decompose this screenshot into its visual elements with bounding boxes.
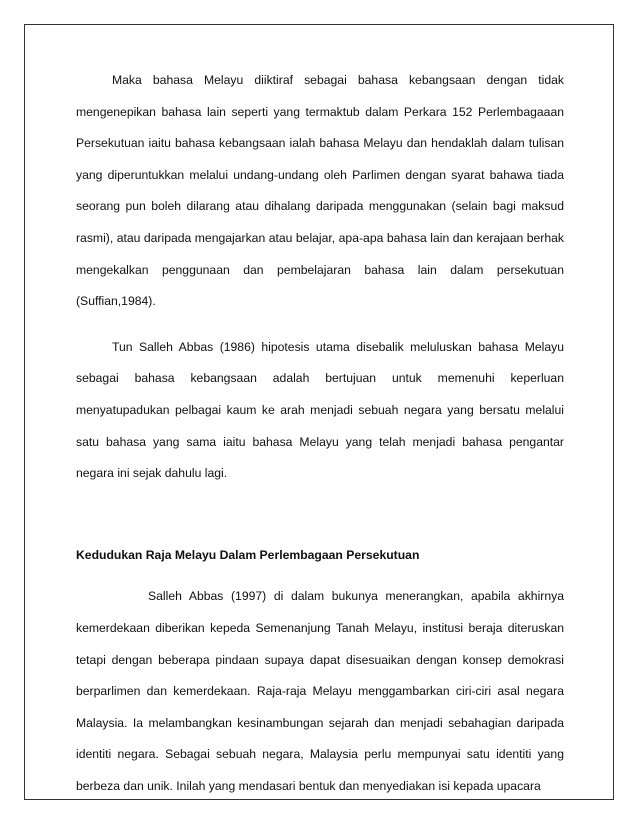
paragraph-salleh-abbas-1986: Tun Salleh Abbas (1986) hipotesis utama disebalik meluluskan bahasa Melayu sebagai bahasa kebangsaan adalah bertujuan untuk memenuhi keperluan menyatupadukan pelbagai kaum ke arah menjadi sebuah negara yang bersatu melalui satu bahasa yang sama iaitu bahasa Melayu yang telah menjadi bahasa pengantar negara ini sejak dahulu lagi. [76,339,564,481]
paragraph-constitution-article-152: Maka bahasa Melayu diiktiraf sebagai bahasa kebangsaan dengan tidak mengenepikan bahasa lain seperti yang termaktub dalam Perkara 152 Perlembagaaan Persekutuan iaitu bahasa kebangsaan ialah bahasa Melayu dan hendaklah dalam tulisan yang diperuntukkan melalui undang-undang oleh Parlimen dengan syarat bahawa tiada seorang pun boleh dilarang atau dihalang daripada menggunakan (selain bagi maksud rasmi), atau daripada mengajarkan atau belajar, apa-apa bahasa lain dan kerajaan berhak mengekalkan penggunaan dan pembelajaran bahasa lain dalam persekutuan (Suffian,1984). [76,73,564,309]
paragraph-salleh-abbas-1997: Salleh Abbas (1997) di dalam bukunya menerangkan, apabila akhirnya kemerdekaan diberikan kepeda Semenanjung Tanah Melayu, institusi beraja diteruskan tetapi dengan beberapa pindaan supaya dapat disesuaikan dengan konsep demokrasi berparlimen dan kemerdekaan. Raja-raja Melayu menggambarkan ciri-ciri asal negara Malaysia. Ia melambangkan kesinambungan sejarah dan menjadi sebahagian daripada identiti negara. Sebagai sebuah negara, Malaysia perlu mempunyai satu identiti yang berbeza dan unik. Inilah yang mendasari bentuk dan menyediakan isi kepada upacara [76,589,564,793]
section-heading: Kedudukan Raja Melayu Dalam Perlembagaan Persekutuan [76,547,420,562]
document-body [76,65,564,816]
